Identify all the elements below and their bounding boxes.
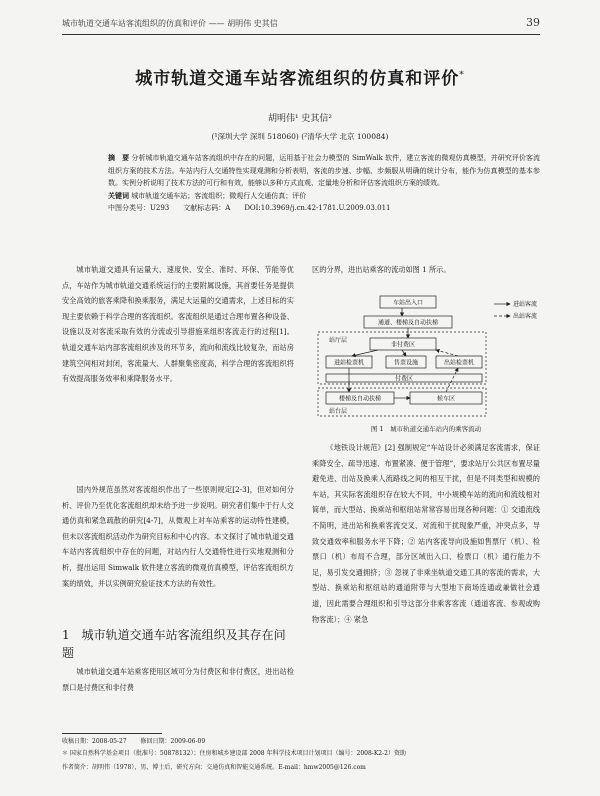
- body-left-paragraph-2: [62, 482, 294, 591]
- node-ticketing: 售票设施: [393, 359, 419, 367]
- running-head: [62, 18, 540, 29]
- paragraph-section-1: 城市轨道交通车站乘客使用区域可分为付费区和非付费区，进出站检票口是付费区和非付费: [62, 667, 294, 692]
- figure-caption: 图 1 城市轨道交通车站内的乘客流动: [370, 425, 482, 433]
- footnote-author: 作者简介：胡明伟（1978），男，博士后，研究方向：交通仿真和智能交通系统。E-mail：hmw2005@126.com: [62, 764, 366, 771]
- revised-label: 修回日期：: [140, 738, 171, 745]
- revised-date: 2009-06-09: [170, 738, 206, 745]
- body-right-paragraph-2: [312, 440, 540, 627]
- paragraph-figure-ref: 区的分界，进出站乘客的流动如图 1 所示。: [312, 265, 451, 274]
- node-paid: 付费区: [394, 375, 414, 383]
- header-rule: [62, 34, 540, 35]
- body-right-paragraph-1: [312, 262, 540, 278]
- node-platform-area: 候车区: [436, 395, 456, 403]
- paragraph-design-code: 《地铁设计规范》[2] 强制规定“车站设计必须满足客流需求，保证乘降安全、疏导迅速、布置紧凑、便于管理”，要求站厅公共区布置尽量避免进、出站及换乘人流路线之间的相互干扰，但是不同类型和规模的车站，其实际客流组织存在较大不同，中小规模车站的流向和流线相对简单，而大型站、换乘站和枢纽站常常容易出现各种问题：① 交通流线不简明，进出站和换乘客流交叉、对流和干扰现象严重，冲突点多，导致交通效率和服务水平下降；② 站内客流导向设施如售票厅（机）、检票口（机）布局不合理，部分区域出入口、检票口（机）通行能力不足，易引发交通拥挤；③ 忽视了非乘坐轨道交通工具的客流的需求，大型站、换乘站和枢纽站的通道附带与大型地下商场连通或兼做社会通道，因此需要合理组织和引导这部分非乘客客流（通道客流、参观或购物客流）；④ 紧急: [312, 443, 540, 624]
- body-left-paragraph-3: [62, 664, 294, 695]
- abstract-label: 摘 要: [108, 153, 130, 162]
- paragraph-intro: 城市轨道交通具有运量大、速度快、安全、准时、环保、节能等优点，车站作为城市轨道交通系统运行的主要附属设施，其首要任务是提供安全高效的旅客乘降和换乘服务，满足大运量的交通需求，上述目标的实现主要依赖于科学合理的客流组织。客流组织是通过合理布置各种设备、设施以及对客流采取有效的分流或引导措施来组织客流走行的过程[1]。轨道交通车站内部客流组织涉及的环节多，流向和流线比较复杂，而站房建筑空间相对封闭，客流量大、人群聚集密度高，科学合理的客流组织将有效提高服务效率和乘降服务水平。: [62, 265, 294, 384]
- footnote-fund: ＊ 国家自然科学基金项目（批准号：50878132）；住房和城乡建设部 2008 年科学技术项目计划项目（编号：2008-K2-2）资助: [62, 750, 406, 757]
- paper-title-text: 城市轨道交通车站客流组织的仿真和评价: [135, 69, 460, 89]
- node-exit-gate: 出站检票机: [443, 359, 475, 367]
- affiliations: (¹深圳大学 深圳 518060) (²清华大学 北京 100084): [211, 132, 389, 141]
- received-label: 收稿日期：: [62, 738, 93, 745]
- keywords-label: 关键词: [108, 190, 129, 200]
- legend-exit: 出站客流: [513, 313, 538, 320]
- abstract-text: 分析城市轨道交通车站客流组织中存在的问题，运用基于社会力模型的 SimWalk 软件，建立客流的微观仿真模型，并研究评价客流组织方案的技术方法。车站内行人交通特性实现观测和分析表明，客流的步速、步幅、步频服从明确的统计分布，能作为仿真模型的基本参数。实例分析说明了技术方法的可行和有效，能够以多种方式直观、定量地分析和评估客流组织方案的绩效。: [108, 154, 540, 188]
- body-left-paragraph-1: [62, 262, 294, 387]
- node-entry-gate: 进站检票机: [333, 359, 365, 367]
- passenger-flow-figure: [312, 292, 540, 420]
- authors: 胡明伟¹ 史其信²: [267, 114, 333, 124]
- node-corridor: 通道、楼梯及自动扶梯: [377, 319, 439, 327]
- abstract: [108, 152, 540, 215]
- node-entrance: 车站出入口: [392, 299, 424, 307]
- footnote-rule: [62, 733, 162, 734]
- classification-line: 中图分类号：U293 文献标志码：A DOI:10.3969/j.cn.42-1781.U.2009.03.011: [108, 204, 391, 213]
- node-unpaid: 非付费区: [390, 341, 416, 349]
- node-platform: 站台层: [328, 408, 348, 415]
- paper-title: [0, 64, 600, 89]
- page-number: 39: [526, 16, 540, 29]
- node-concourse: 站厅层: [328, 337, 348, 344]
- received-date: 2008-05-27: [92, 738, 127, 745]
- keywords-text: 城市轨道交通车站；客流组织；微观行人交通仿真；评价: [131, 191, 307, 200]
- node-stairs: 楼梯及自动扶梯: [338, 395, 382, 403]
- running-head-text: 城市轨道交通车站客流组织的仿真和评价 —— 胡明伟 史其信: [62, 19, 278, 28]
- legend-entry: 进站客流: [513, 301, 538, 308]
- title-footnote-mark: *: [459, 70, 465, 81]
- footnote-dates: [62, 737, 540, 747]
- section-heading: 1 城市轨道交通车站客流组织及其存在问题: [62, 628, 286, 660]
- paragraph-literature: 国内外规范虽然对客流组织作出了一些原则规定[2-3]，但对如何分析、评价乃至优化客流组织却未给予进一步说明。研究者们集中于行人交通仿真和紧急疏散的研究[4-7]，从微观上对车站乘客的运动特性建模，但未以客流组织活动作为研究目标和中心内容。本文探讨了城市轨道交通车站内客流组织中存在的问题，对站内行人交通特性进行实地观测和分析，提出运用 Simwalk 软件建立客流的微观仿真模型，评估客流组织方案的绩效，并以实例研究验证技术方法的有效性。: [62, 485, 294, 588]
